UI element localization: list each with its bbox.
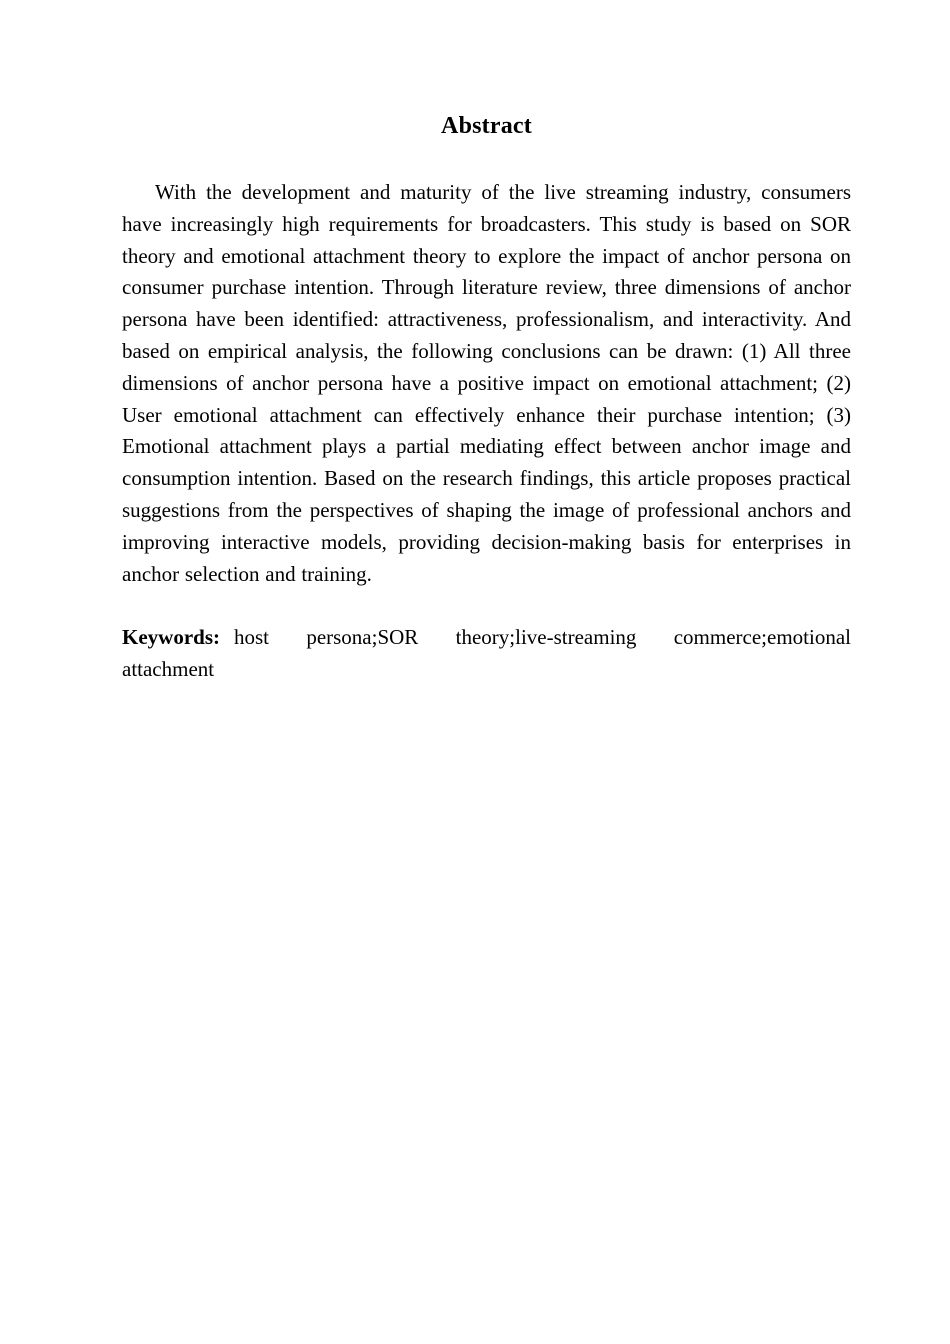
keywords-text: host persona;SOR theory;live-streaming commerce;emotional attachment	[122, 625, 851, 682]
abstract-paragraph: With the development and maturity of the live streaming industry, consumers have increasingly high requirements for broadcasters. This study is based on SOR theory and emotional attachment theory to explore the impact of anchor persona on consumer purchase intention. Through literature review, three dimensions of anchor persona have been identified: attractiveness, professionalism, and interactivity. And based on empirical analysis, the following conclusions can be drawn: (1) All three dimensions of anchor persona have a positive impact on emotional attachment; (2) User emotional attachment can effectively enhance their purchase intention; (3) Emotional attachment plays a partial mediating effect between anchor image and consumption intention. Based on the research findings, this article proposes practical suggestions from the perspectives of shaping the image of professional anchors and improving interactive models, providing decision-making basis for enterprises in anchor selection and training.	[122, 180, 851, 586]
keywords-paragraph	[122, 622, 851, 686]
keywords-label: Keywords:	[122, 625, 220, 650]
page-title: Abstract	[441, 113, 532, 139]
